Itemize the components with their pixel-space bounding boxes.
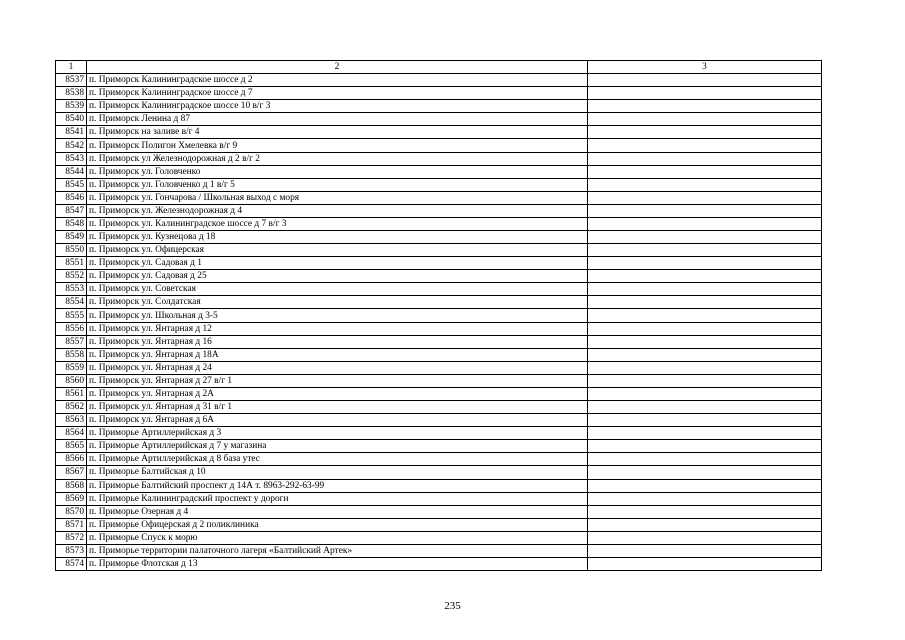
row-number-cell: 8545: [56, 178, 87, 191]
row-number-cell: 8552: [56, 270, 87, 283]
address-cell: п. Приморье Офицерская д 2 поликлиника: [87, 518, 588, 531]
table-row: [56, 322, 822, 335]
table-header-row: [56, 61, 822, 74]
table-row: [56, 518, 822, 531]
row-number-cell: 8571: [56, 518, 87, 531]
row-number-cell: 8569: [56, 492, 87, 505]
note-cell: [588, 505, 822, 518]
note-cell: [588, 361, 822, 374]
address-cell: п. Приморск ул. Янтарная д 24: [87, 361, 588, 374]
address-cell: п. Приморск ул. Школьная д 3-5: [87, 309, 588, 322]
address-cell: п. Приморск ул. Головченко д 1 в/г 5: [87, 178, 588, 191]
note-cell: [588, 387, 822, 400]
note-cell: [588, 492, 822, 505]
row-number-cell: 8565: [56, 440, 87, 453]
row-number-cell: 8544: [56, 165, 87, 178]
row-number-cell: 8538: [56, 87, 87, 100]
address-cell: п. Приморье Балтийская д 10: [87, 466, 588, 479]
row-number-cell: 8540: [56, 113, 87, 126]
note-cell: [588, 204, 822, 217]
row-number-cell: 8546: [56, 191, 87, 204]
note-cell: [588, 453, 822, 466]
table-row: [56, 100, 822, 113]
row-number-cell: 8563: [56, 414, 87, 427]
row-number-cell: 8551: [56, 257, 87, 270]
row-number-cell: 8559: [56, 361, 87, 374]
table-row: [56, 217, 822, 230]
address-cell: п. Приморск ул. Янтарная д 31 в/г 1: [87, 401, 588, 414]
table-row: [56, 401, 822, 414]
table-row: [56, 427, 822, 440]
row-number-cell: 8561: [56, 387, 87, 400]
address-cell: п. Приморск ул. Янтарная д 12: [87, 322, 588, 335]
address-cell: п. Приморск ул. Калининградское шоссе д 7 в/г 3: [87, 217, 588, 230]
note-cell: [588, 217, 822, 230]
table-body: [56, 74, 822, 571]
address-cell: п. Приморск ул. Янтарная д 18А: [87, 348, 588, 361]
row-number-cell: 8543: [56, 152, 87, 165]
address-cell: п. Приморск ул. Садовая д 1: [87, 257, 588, 270]
address-cell: п. Приморье Артиллерийская д 3: [87, 427, 588, 440]
row-number-cell: 8558: [56, 348, 87, 361]
note-cell: [588, 414, 822, 427]
note-cell: [588, 348, 822, 361]
note-cell: [588, 309, 822, 322]
address-cell: п. Приморск на заливе в/г 4: [87, 126, 588, 139]
address-cell: п. Приморск Калининградское шоссе д 7: [87, 87, 588, 100]
note-cell: [588, 100, 822, 113]
table-row: [56, 335, 822, 348]
note-cell: [588, 322, 822, 335]
table-row: [56, 283, 822, 296]
row-number-cell: 8573: [56, 544, 87, 557]
table-row: [56, 270, 822, 283]
address-cell: п. Приморск ул. Садовая д 25: [87, 270, 588, 283]
row-number-cell: 8554: [56, 296, 87, 309]
note-cell: [588, 113, 822, 126]
row-number-cell: 8556: [56, 322, 87, 335]
note-cell: [588, 126, 822, 139]
table-row: [56, 531, 822, 544]
note-cell: [588, 178, 822, 191]
note-cell: [588, 440, 822, 453]
note-cell: [588, 87, 822, 100]
row-number-cell: 8547: [56, 204, 87, 217]
note-cell: [588, 479, 822, 492]
note-cell: [588, 165, 822, 178]
address-cell: п. Приморье территории палаточного лагеря «Балтийский Артек»: [87, 544, 588, 557]
row-number-cell: 8567: [56, 466, 87, 479]
row-number-cell: 8562: [56, 401, 87, 414]
note-cell: [588, 466, 822, 479]
row-number-cell: 8566: [56, 453, 87, 466]
row-number-cell: 8574: [56, 557, 87, 570]
table-row: [56, 139, 822, 152]
table-row: [56, 466, 822, 479]
table-row: [56, 309, 822, 322]
table-row: [56, 191, 822, 204]
note-cell: [588, 139, 822, 152]
table-row: [56, 87, 822, 100]
address-cell: п. Приморск ул. Солдатская: [87, 296, 588, 309]
note-cell: [588, 257, 822, 270]
table-row: [56, 492, 822, 505]
address-table: [55, 60, 822, 571]
table-row: [56, 178, 822, 191]
column-header-note: 3: [588, 61, 822, 74]
row-number-cell: 8537: [56, 74, 87, 87]
note-cell: [588, 427, 822, 440]
row-number-cell: 8555: [56, 309, 87, 322]
address-cell: п. Приморск Ленина д 87: [87, 113, 588, 126]
note-cell: [588, 401, 822, 414]
row-number-cell: 8572: [56, 531, 87, 544]
row-number-cell: 8548: [56, 217, 87, 230]
note-cell: [588, 296, 822, 309]
address-cell: п. Приморск ул. Янтарная д 6А: [87, 414, 588, 427]
address-cell: п. Приморье Флотская д 13: [87, 557, 588, 570]
table-row: [56, 479, 822, 492]
address-cell: п. Приморье Балтийский проспект д 14А т. 8963-292-63-99: [87, 479, 588, 492]
row-number-cell: 8570: [56, 505, 87, 518]
table-row: [56, 440, 822, 453]
note-cell: [588, 335, 822, 348]
address-cell: п. Приморск ул. Янтарная д 16: [87, 335, 588, 348]
table-row: [56, 374, 822, 387]
address-cell: п. Приморск ул Железнодорожная д 2 в/г 2: [87, 152, 588, 165]
table-row: [56, 257, 822, 270]
table-row: [56, 165, 822, 178]
table-row: [56, 113, 822, 126]
address-cell: п. Приморск ул. Железнодорожная д 4: [87, 204, 588, 217]
table-row: [56, 152, 822, 165]
note-cell: [588, 191, 822, 204]
table-row: [56, 453, 822, 466]
address-cell: п. Приморье Спуск к морю: [87, 531, 588, 544]
address-cell: п. Приморск ул. Янтарная д 2А: [87, 387, 588, 400]
column-header-number: 1: [56, 61, 87, 74]
row-number-cell: 8557: [56, 335, 87, 348]
table-row: [56, 505, 822, 518]
column-header-address: 2: [87, 61, 588, 74]
table-row: [56, 557, 822, 570]
address-cell: п. Приморск Полигон Хмелевка в/г 9: [87, 139, 588, 152]
address-cell: п. Приморск ул. Кузнецова д 18: [87, 231, 588, 244]
table-row: [56, 544, 822, 557]
table-row: [56, 74, 822, 87]
address-cell: п. Приморск ул. Советская: [87, 283, 588, 296]
note-cell: [588, 74, 822, 87]
table-row: [56, 296, 822, 309]
address-cell: п. Приморск ул. Головченко: [87, 165, 588, 178]
address-cell: п. Приморск Калининградское шоссе 10 в/г 3: [87, 100, 588, 113]
table-row: [56, 414, 822, 427]
address-cell: п. Приморье Артиллерийская д 8 база утес: [87, 453, 588, 466]
table-row: [56, 126, 822, 139]
row-number-cell: 8560: [56, 374, 87, 387]
note-cell: [588, 244, 822, 257]
row-number-cell: 8539: [56, 100, 87, 113]
note-cell: [588, 270, 822, 283]
address-cell: п. Приморск ул. Гончарова / Школьная выход с моря: [87, 191, 588, 204]
note-cell: [588, 283, 822, 296]
note-cell: [588, 152, 822, 165]
row-number-cell: 8553: [56, 283, 87, 296]
page-number: 235: [444, 600, 461, 612]
note-cell: [588, 544, 822, 557]
table-row: [56, 361, 822, 374]
table-row: [56, 387, 822, 400]
address-cell: п. Приморск ул. Офицерская: [87, 244, 588, 257]
row-number-cell: 8542: [56, 139, 87, 152]
address-cell: п. Приморье Калининградский проспект у дороги: [87, 492, 588, 505]
address-cell: п. Приморье Озерная д 4: [87, 505, 588, 518]
note-cell: [588, 557, 822, 570]
row-number-cell: 8564: [56, 427, 87, 440]
address-cell: п. Приморск Калининградское шоссе д 2: [87, 74, 588, 87]
row-number-cell: 8541: [56, 126, 87, 139]
note-cell: [588, 518, 822, 531]
table-row: [56, 244, 822, 257]
address-cell: п. Приморск ул. Янтарная д 27 в/г 1: [87, 374, 588, 387]
row-number-cell: 8568: [56, 479, 87, 492]
note-cell: [588, 374, 822, 387]
table-row: [56, 204, 822, 217]
table-row: [56, 231, 822, 244]
row-number-cell: 8549: [56, 231, 87, 244]
note-cell: [588, 231, 822, 244]
address-cell: п. Приморье Артиллерийская д 7 у магазина: [87, 440, 588, 453]
row-number-cell: 8550: [56, 244, 87, 257]
note-cell: [588, 531, 822, 544]
table-row: [56, 348, 822, 361]
